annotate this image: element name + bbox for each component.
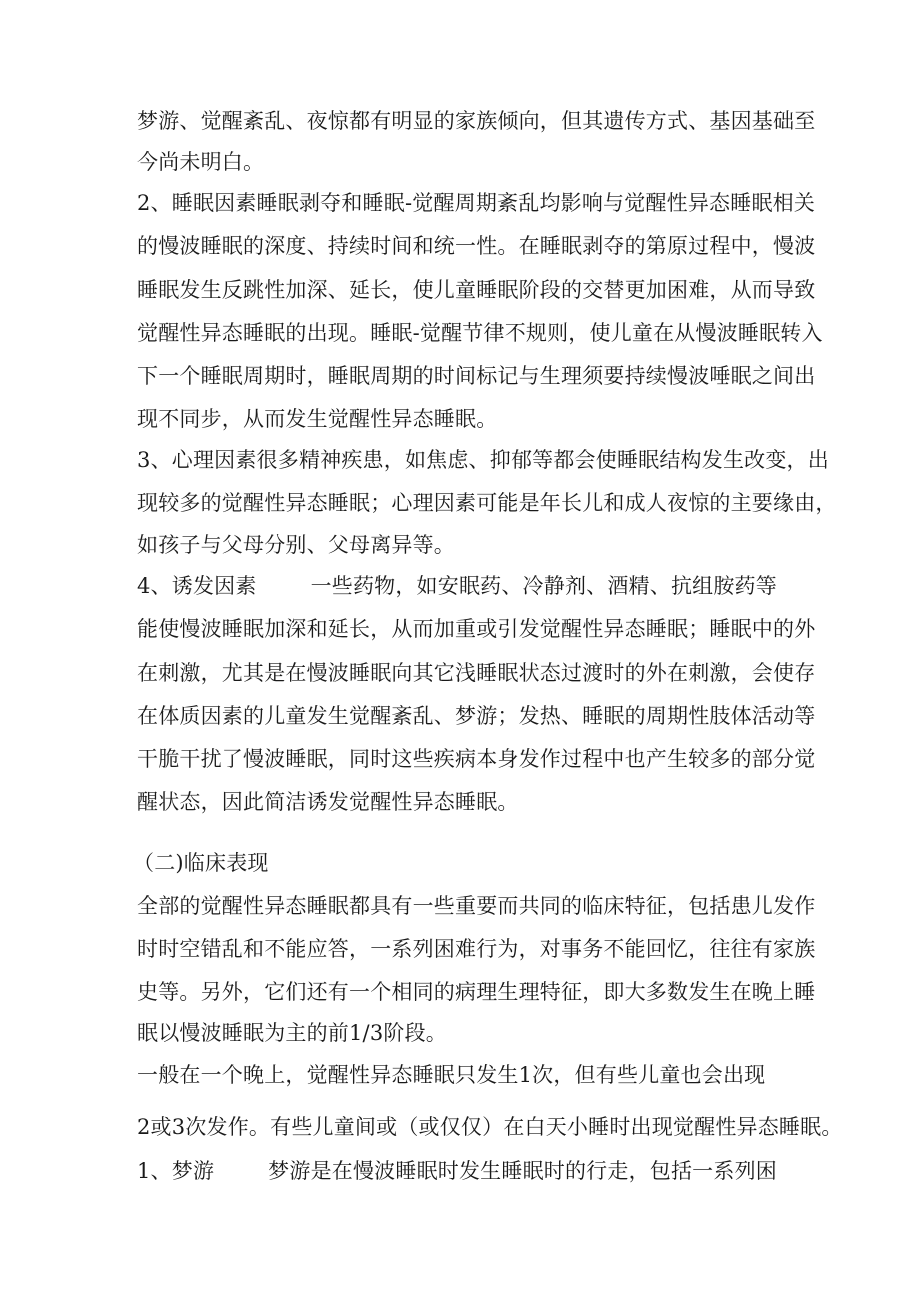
text-line: 史等。另外，它们还有一个相同的病理生理特征，即大多数发生在晚上睡 bbox=[137, 980, 816, 1004]
text-line: 在刺激，尤其是在慢波睡眠向其它浅睡眠状态过渡时的外在刺激，会使存 bbox=[137, 661, 816, 685]
text-line: 今尚未明白。 bbox=[137, 150, 265, 174]
text-line: 能使慢波睡眠加深和延长，从而加重或引发觉醒性异态睡眠；睡眠中的外 bbox=[137, 617, 816, 641]
text-line: 现较多的觉醒性异态睡眠；心理因素可能是年长儿和成人夜惊的主要缘由， bbox=[137, 491, 837, 515]
text-line: 在体质因素的儿童发生觉醒紊乱、梦游；发热、睡眠的周期性肢体活动等 bbox=[137, 704, 816, 728]
text-line bbox=[137, 572, 777, 600]
text-line: 睡眠发生反跳性加深、延长，使儿童睡眠阶段的交替更加困难，从而导致 bbox=[137, 278, 816, 302]
text-line: 2或3次发作。有些儿童间或（或仅仅）在白天小睡时出现觉醒性异态睡眠。 bbox=[137, 1115, 843, 1139]
text-line: 现不同步，从而发生觉醒性异态睡眠。 bbox=[137, 407, 498, 431]
item-label: 4、诱发因素 bbox=[137, 574, 257, 598]
text-line: 梦游、觉醒紊乱、夜惊都有明显的家族倾向，但其遗传方式、基因基础至 bbox=[137, 109, 816, 133]
item-text: 一些药物，如安眠药、冷静剂、酒精、抗组胺药等 bbox=[310, 574, 777, 598]
text-line: 觉醒性异态睡眠的出现。睡眠-觉醒节律不规则，使儿童在从慢波睡眠转入 bbox=[137, 321, 823, 345]
section-heading: （二)临床表现 bbox=[133, 851, 269, 875]
text-line: 2、睡眠因素睡眠剥夺和睡眠-觉醒周期紊乱均影响与觉醒性异态睡眠相关 bbox=[137, 191, 816, 215]
text-line: 下一个睡眠周期时，睡眠周期的时间标记与生理须要持续慢波唾眠之间出 bbox=[137, 364, 816, 388]
text-line: 一般在一个晚上，觉醒性异态睡眠只发生1次，但有些儿童也会出现 bbox=[137, 1063, 766, 1087]
item-label: 1、梦游 bbox=[137, 1159, 215, 1183]
text-line: 眠以慢波睡眠为主的前1/3阶段。 bbox=[137, 1021, 447, 1045]
text-line: 全部的觉醒性异态睡眠都具有一些重要而共同的临床特征，包括患儿发作 bbox=[137, 894, 816, 918]
text-line: 如孩子与父母分别、父母离异等。 bbox=[137, 533, 455, 557]
text-line: 时时空错乱和不能应答，一系列困难行为，对事务不能回忆，往往有家族 bbox=[137, 937, 816, 961]
text-line: 醒状态，因此简洁诱发觉醒性异态睡眠。 bbox=[137, 790, 519, 814]
text-line: 3、心理因素很多精神疾患，如焦虑、抑郁等都会使睡眠结构发生改变，出 bbox=[137, 448, 829, 472]
text-line: 干脆干扰了慢波睡眠，同时这些疾病本身发作过程中也产生较多的部分觉 bbox=[137, 747, 816, 771]
text-line bbox=[137, 1157, 777, 1185]
item-text: 梦游是在慢波睡眠时发生睡眠时的行走，包括一系列困 bbox=[268, 1159, 777, 1183]
text-line: 的慢波睡眠的深度、持续时间和统一性。在睡眠剥夺的第原过程中，慢波 bbox=[137, 234, 816, 258]
